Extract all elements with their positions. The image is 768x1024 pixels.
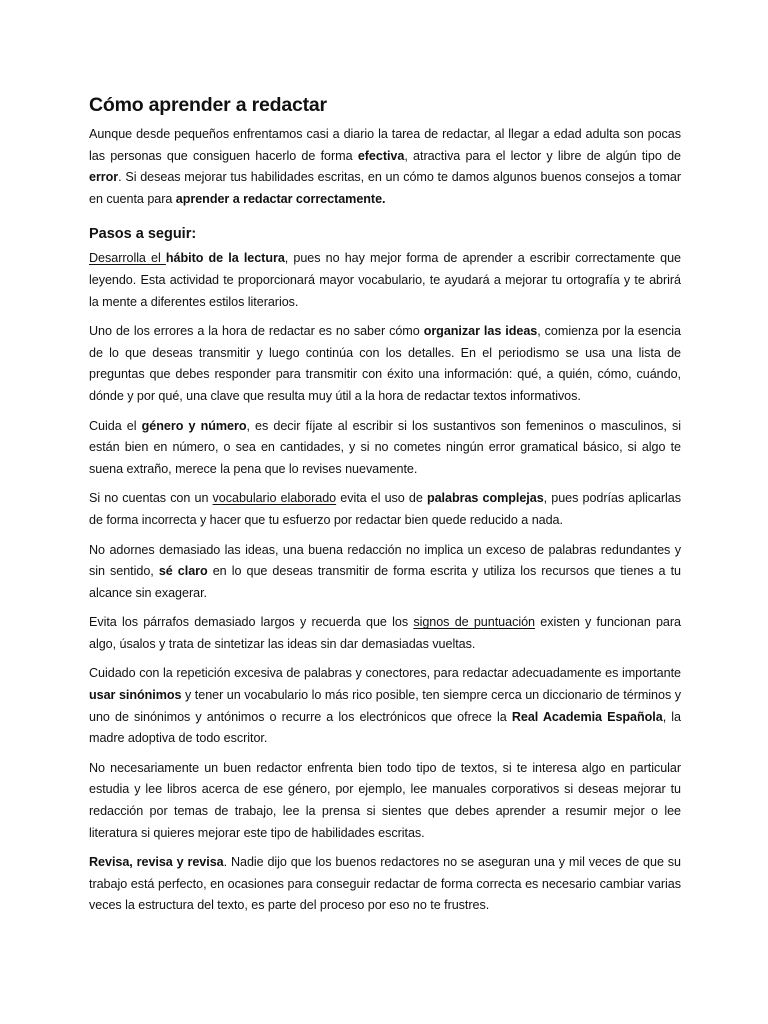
intro-paragraph [89, 124, 681, 210]
step-paragraph-6 [89, 612, 681, 655]
step3-bold: género y número [141, 418, 247, 433]
step7-bold-1: usar sinónimos [89, 688, 182, 703]
step2-bold: organizar las ideas [423, 324, 538, 339]
step7-text-3: , la madre adoptiva de todo escritor. [89, 709, 681, 746]
document-page [89, 92, 681, 925]
step7-text-2: y tener un vocabulario lo más rico posible, ten siempre cerca un diccionario de términos y uno de sinónimos y antónimos o recurre a los electrónicos que ofrece la [89, 688, 681, 724]
step6-underlined: signos de puntuación [413, 615, 535, 630]
step8-text: No necesariamente un buen redactor enfrenta bien todo tipo de textos, si te interesa algo en particular estudia y lee libros acerca de ese género, por ejemplo, lee manuales corporativos si deseas mejorar tu redacción por temas de trabajo, lee la prensa si sientes que debes aprender a resumir mejor o lee literatura si quieres mejorar este tipo de habilidades escritas. [89, 760, 681, 840]
step4-text-2: evita el uso de [336, 491, 427, 506]
document-title: Cómo aprender a redactar [89, 94, 327, 116]
step7-text-1: Cuidado con la repetición excesiva de palabras y conectores, para redactar adecuadamente es importante [89, 666, 681, 681]
step1-text: , pues no hay mejor forma de aprender a escribir correctamente que leyendo. Esta actividad te proporcionará mayor vocabulario, te ayudará a mejorar tu ortografía y te abrirá la mente a diferentes estilos literarios. [89, 251, 681, 309]
step1-underlined: Desarrolla el [89, 251, 166, 266]
step4-bold: palabras complejas [426, 491, 544, 506]
step-paragraph-3 [89, 416, 681, 481]
step1-bold: hábito de la lectura [165, 251, 285, 266]
step6-text-1: Evita los párrafos demasiado largos y recuerda que los [89, 615, 414, 630]
intro-text-3: . Si deseas mejorar tus habilidades escritas, en un cómo te damos algunos buenos consejos a tomar en cuenta para [89, 170, 681, 206]
step2-text-2: , comienza por la esencia de lo que deseas transmitir y luego continúa con los detalles. En el periodismo se usa una lista de preguntas que debes responder para transmitir con éxito una información: qué, a quién, cómo, cuándo, dónde y por qué, una clave que resulta muy útil a la hora de redactar textos informativos. [89, 324, 681, 403]
step7-bold-2: Real Academia Española [511, 709, 663, 724]
step-paragraph-2 [89, 321, 681, 407]
step4-text-1: Si no cuentas con un [89, 491, 213, 506]
step-paragraph-1 [89, 248, 681, 313]
step2-text-1: Uno de los errores a la hora de redactar es no saber cómo [89, 324, 424, 339]
step3-text-1: Cuida el [89, 418, 142, 433]
intro-bold-efectiva: efectiva [357, 148, 405, 163]
step-paragraph-9 [89, 852, 681, 917]
step-paragraph-8 [89, 758, 681, 844]
step-paragraph-5 [89, 540, 681, 605]
step-paragraph-7 [89, 663, 681, 749]
step3-text-2: , es decir fíjate al escribir si los sustantivos son femeninos o masculinos, si están bien en número, o sea en cantidades, y si no cometes ningún error gramatical básico, si algo te suena extraño, merece la pena que lo revises nuevamente. [89, 418, 681, 476]
intro-text-2: , atractiva para el lector y libre de algún tipo de [404, 148, 681, 163]
step4-text-3: , pues podrías aplicarlas de forma incorrecta y hacer que tu esfuerzo por redactar bien quede reducido a nada. [89, 491, 681, 527]
step5-text-1: No adornes demasiado las ideas, una buena redacción no implica un exceso de palabras redundantes y sin sentido, [89, 542, 681, 579]
step5-text-2: en lo que deseas transmitir de forma escrita y utiliza los recursos que tienes a tu alcance sin exagerar. [89, 564, 681, 600]
steps-heading: Pasos a seguir: [89, 226, 197, 243]
step6-text-2: existen y funcionan para algo, úsalos y trata de sintetizar las ideas sin dar demasiadas vueltas. [89, 615, 681, 651]
step4-underlined: vocabulario elaborado [212, 491, 337, 506]
step-paragraph-4 [89, 488, 681, 531]
intro-text-1: Aunque desde pequeños enfrentamos casi a diario la tarea de redactar, al llegar a edad adulta son pocas las personas que consiguen hacerlo de forma [89, 127, 681, 163]
intro-bold-aprender: aprender a redactar correctamente. [175, 191, 386, 206]
step9-text: . Nadie dijo que los buenos redactores no se aseguran una y mil veces de que su trabajo está perfecto, en ocasiones para conseguir redactar de forma correcta es necesario cambiar varias veces la estructura del texto, es parte del proceso por eso no te frustres. [89, 855, 681, 913]
intro-bold-error: error [89, 170, 119, 185]
step5-bold: sé claro [158, 564, 208, 579]
step9-bold: Revisa, revisa y revisa [89, 855, 224, 870]
